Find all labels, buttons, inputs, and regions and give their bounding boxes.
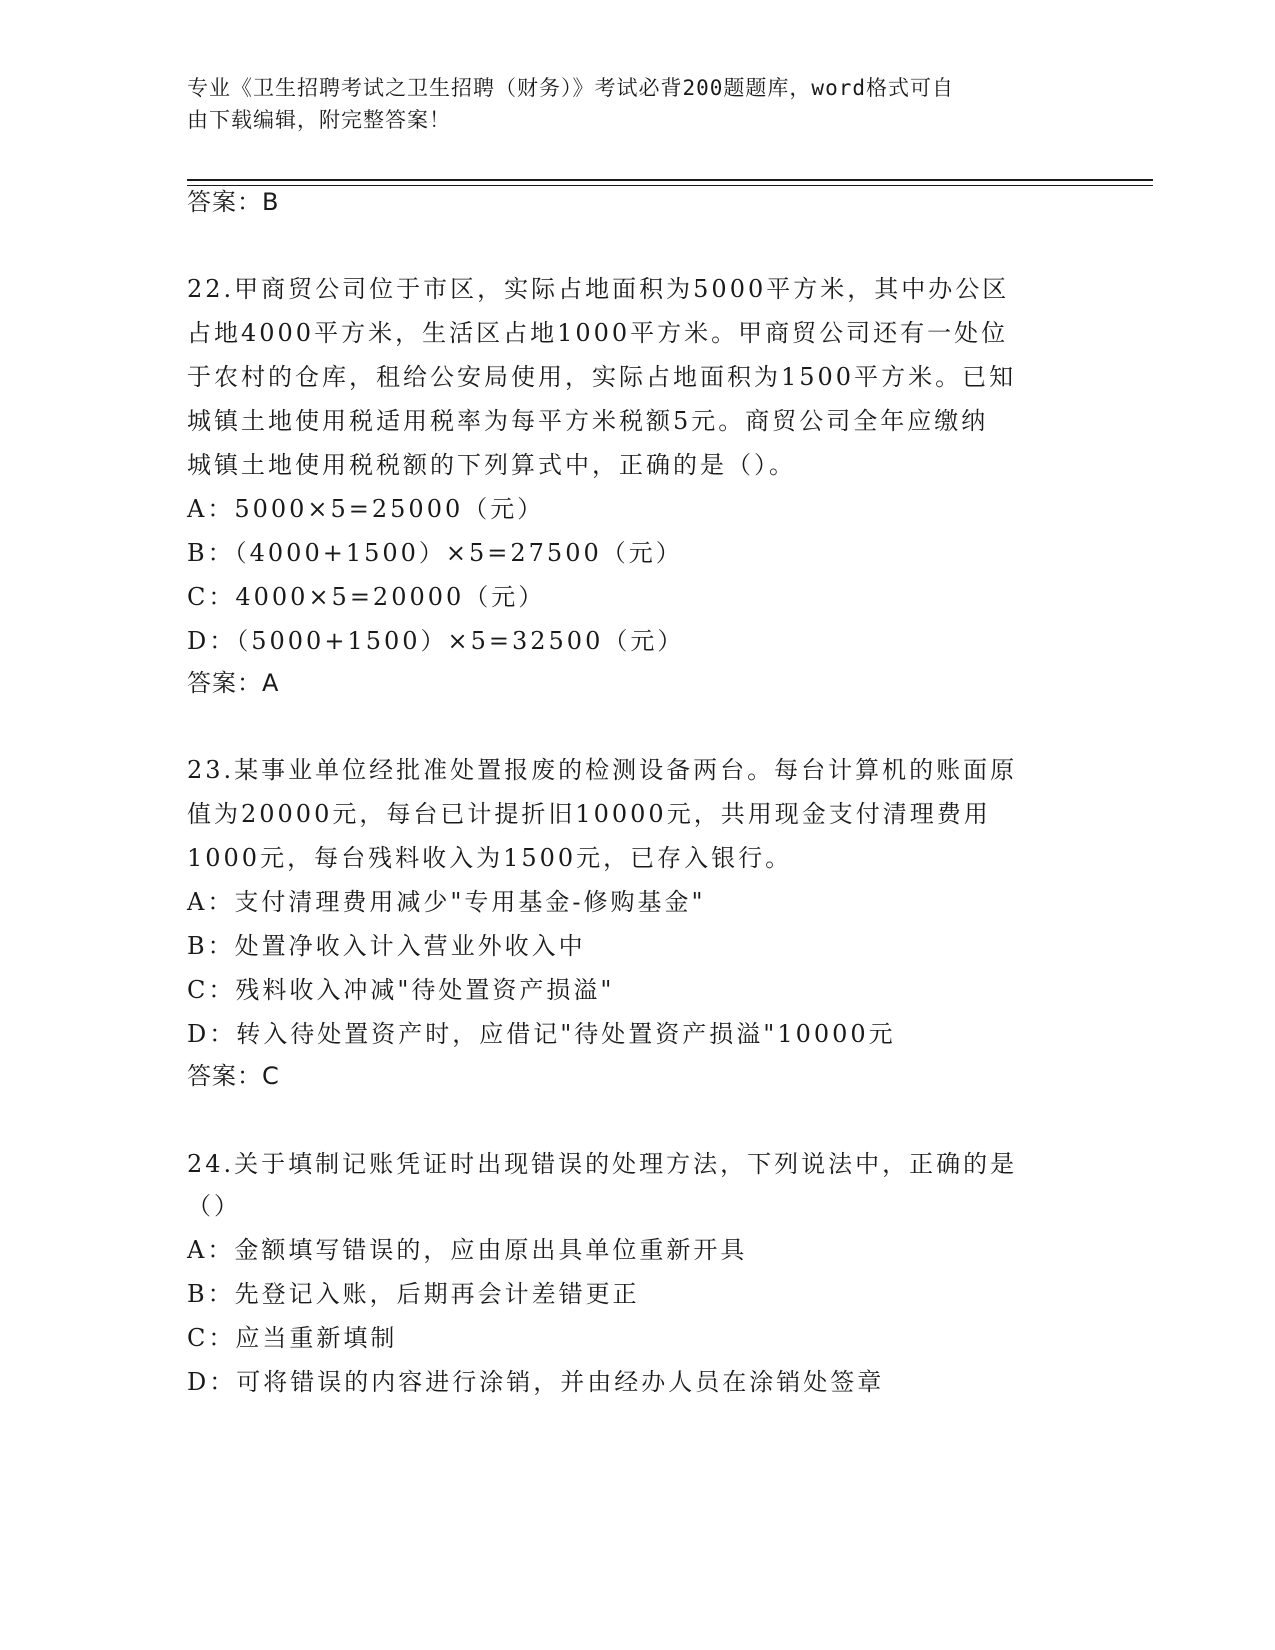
question-22-option-d: D：（5000+1500）×5=32500（元） [187, 627, 685, 655]
header-divider-thin [187, 185, 1153, 186]
header-divider-thick [187, 179, 1153, 181]
question-24-option-d: D：可将错误的内容进行涂销，并由经办人员在涂销处签章 [187, 1368, 885, 1396]
question-24-stem-line: （） [187, 1192, 241, 1220]
question-23-stem-line: 1000元，每台残料收入为1500元，已存入银行。 [187, 844, 793, 872]
question-22-option-c: C：4000×5=20000（元） [187, 583, 546, 611]
question-24-option-a: A：金额填写错误的，应由原出具单位重新开具 [187, 1236, 748, 1264]
question-24-option-b: B：先登记入账，后期再会计差错更正 [187, 1280, 640, 1308]
question-22-stem-line: 于农村的仓库，租给公安局使用，实际占地面积为1500平方米。已知 [187, 363, 1017, 391]
question-23-option-d: D：转入待处置资产时，应借记"待处置资产损溢"10000元 [187, 1020, 896, 1048]
question-23-option-a: A：支付清理费用减少"专用基金-修购基金" [187, 888, 706, 916]
question-23-option-c: C：残料收入冲减"待处置资产损溢" [187, 976, 615, 1004]
header-line-1: 专业《卫生招聘考试之卫生招聘（财务）》考试必背200题题库，word格式可自 [187, 76, 954, 100]
question-24-option-c: C：应当重新填制 [187, 1324, 398, 1352]
question-23-option-b: B：处置净收入计入营业外收入中 [187, 932, 586, 960]
question-24-stem-line: 24.关于填制记账凭证时出现错误的处理方法，下列说法中，正确的是 [187, 1150, 1018, 1178]
question-22-stem-line: 占地4000平方米，生活区占地1000平方米。甲商贸公司还有一处位 [187, 319, 1009, 347]
answer-23: 答案：C [187, 1062, 280, 1090]
header-line-2: 由下载编辑，附完整答案！ [187, 108, 451, 132]
question-23-stem-line: 值为20000元，每台已计提折旧10000元，共用现金支付清理费用 [187, 800, 991, 828]
answer-21: 答案：B [187, 188, 280, 216]
question-22-stem-line: 城镇土地使用税税额的下列算式中，正确的是（）。 [187, 451, 796, 479]
question-22-option-a: A：5000×5=25000（元） [187, 495, 545, 523]
question-22-stem-line: 22.甲商贸公司位于市区，实际占地面积为5000平方米，其中办公区 [187, 275, 1010, 303]
question-23-stem-line: 23.某事业单位经批准处置报废的检测设备两台。每台计算机的账面原 [187, 756, 1018, 784]
question-22-option-b: B：（4000+1500）×5=27500（元） [187, 539, 683, 567]
document-header [187, 72, 1067, 136]
question-22-stem-line: 城镇土地使用税适用税率为每平方米税额5元。商贸公司全年应缴纳 [187, 407, 989, 435]
answer-22: 答案：A [187, 669, 280, 697]
